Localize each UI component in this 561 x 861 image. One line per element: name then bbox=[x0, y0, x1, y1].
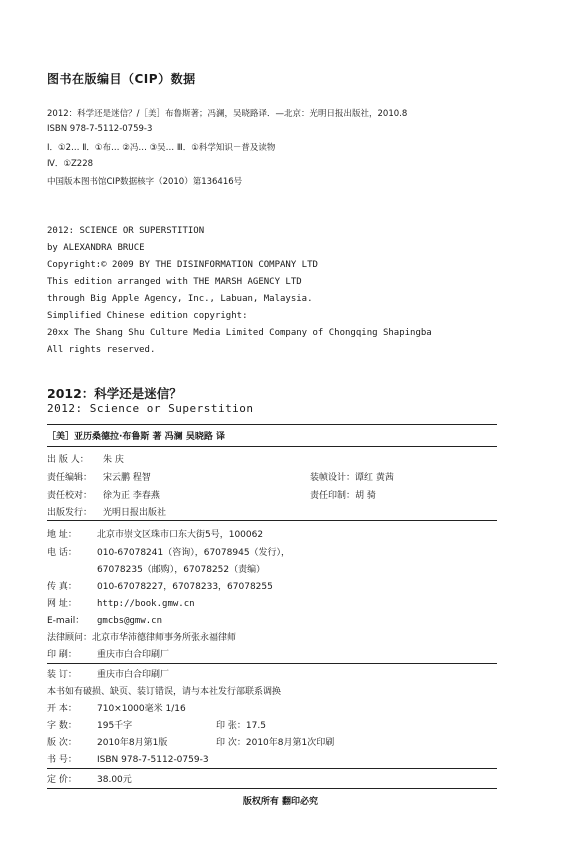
copyright-line: 2012: SCIENCE OR SUPERSTITION bbox=[47, 226, 205, 236]
legal-value: 北京市华沛德律师事务所张永福律师 bbox=[92, 633, 237, 643]
editor-value: 宋云鹏 程智 bbox=[103, 473, 151, 483]
design-row bbox=[310, 470, 394, 483]
words-label: 字 数： bbox=[47, 721, 77, 731]
email-value: gmcbs@gmw.cn bbox=[97, 616, 163, 626]
proof-row bbox=[47, 488, 160, 501]
editor-label: 责任编辑： bbox=[47, 473, 93, 483]
fax-label: 传 真： bbox=[47, 582, 77, 592]
web-value: http://book.gmw.cn bbox=[97, 599, 195, 609]
copyright-line: This edition arranged with THE MARSH AGENCY LTD bbox=[47, 277, 302, 287]
fax-row bbox=[47, 579, 273, 592]
web-row bbox=[47, 596, 195, 609]
binding-row bbox=[47, 667, 169, 680]
email-label: E-mail： bbox=[47, 616, 85, 626]
print-resp-label: 责任印制： bbox=[310, 491, 356, 501]
isbn-row bbox=[47, 752, 209, 765]
copyright-line: Simplified Chinese edition copyright: bbox=[47, 311, 248, 321]
phone-label: 电 话： bbox=[47, 548, 77, 558]
divider bbox=[47, 768, 497, 769]
proof-value: 徐为正 李春燕 bbox=[103, 491, 160, 501]
print-label: 印 刷： bbox=[47, 650, 77, 660]
price-value: 38.00元 bbox=[97, 775, 132, 785]
cip-line: 中国版本图书馆CIP数据核字（2010）第136416号 bbox=[47, 177, 243, 187]
print-value: 重庆市白合印刷厂 bbox=[97, 650, 170, 660]
sheets-value: 17.5 bbox=[245, 721, 266, 731]
print-resp-row bbox=[310, 488, 376, 501]
binding-value: 重庆市白合印刷厂 bbox=[97, 670, 170, 680]
notice-row: 本书如有破损、缺页、装订错误，请与本社发行部联系调换 bbox=[47, 687, 282, 697]
divider bbox=[47, 663, 497, 664]
format-value: 710×1000毫米 1/16 bbox=[97, 704, 186, 714]
printing-label: 印 次： bbox=[216, 738, 246, 748]
divider bbox=[47, 424, 497, 425]
authors: ［美］亚历桑德拉·布鲁斯 著 冯澜 吴晓路 译 bbox=[47, 432, 225, 442]
words-row bbox=[47, 718, 132, 731]
edition-row bbox=[47, 735, 167, 748]
sheets-label: 印 张： bbox=[216, 721, 246, 731]
binding-label: 装 订： bbox=[47, 670, 77, 680]
cip-line: 2012：科学还是迷信？/［美］布鲁斯著；冯澜，吴晓路译．—北京：光明日报出版社，2010.8 bbox=[47, 109, 408, 119]
distribution-label: 出版发行： bbox=[47, 508, 93, 518]
distribution-value: 光明日报出版社 bbox=[103, 508, 167, 518]
copyright-line: 20xx The Shang Shu Culture Media Limited Company of Chongqing Shapingba bbox=[47, 328, 432, 338]
cip-line: ISBN 978-7-5112-0759-3 bbox=[47, 124, 153, 134]
phone-value-2: 67078235（邮购），67078252（责编） bbox=[97, 565, 266, 575]
book-title-cn: 2012：科学还是迷信？ bbox=[47, 386, 182, 401]
printing-row bbox=[216, 735, 334, 748]
publisher-label: 出 版 人： bbox=[47, 455, 89, 465]
publisher-row bbox=[47, 452, 124, 465]
sheets-row bbox=[216, 718, 266, 731]
divider bbox=[47, 520, 497, 521]
copyright-line: Copyright:© 2009 BY THE DISINFORMATION COMPANY LTD bbox=[47, 260, 318, 270]
copyright-line: All rights reserved. bbox=[47, 345, 156, 355]
design-label: 装帧设计： bbox=[310, 473, 356, 483]
price-label: 定 价： bbox=[47, 775, 77, 785]
email-row bbox=[47, 613, 162, 626]
copyright-line: by ALEXANDRA BRUCE bbox=[47, 243, 145, 253]
fax-value: 010-67078227，67078233，67078255 bbox=[97, 582, 273, 592]
divider bbox=[47, 788, 497, 789]
address-row bbox=[47, 527, 263, 540]
printing-value: 2010年8月第1次印刷 bbox=[245, 738, 335, 748]
copyright-notice: 版权所有 翻印必究 bbox=[242, 797, 319, 807]
editor-row bbox=[47, 470, 151, 483]
format-label: 开 本： bbox=[47, 704, 77, 714]
edition-label: 版 次： bbox=[47, 738, 77, 748]
print-row bbox=[47, 647, 169, 660]
cip-line: Ⅰ．①2… Ⅱ．①布… ②冯… ③吴… Ⅲ．①科学知识－普及读物 bbox=[47, 143, 276, 153]
phone-row-2 bbox=[47, 562, 265, 575]
cip-line: Ⅳ．①Z228 bbox=[47, 159, 94, 169]
isbn-label: 书 号： bbox=[47, 755, 77, 765]
design-value: 谭红 黄茜 bbox=[355, 473, 394, 483]
print-resp-value: 胡 骑 bbox=[355, 491, 376, 501]
book-title-en: 2012: Science or Superstition bbox=[47, 402, 254, 415]
phone-value: 010-67078241（咨询），67078945（发行）， bbox=[97, 548, 291, 558]
words-value: 195千字 bbox=[97, 721, 133, 731]
isbn-value: ISBN 978-7-5112-0759-3 bbox=[97, 755, 209, 765]
proof-label: 责任校对： bbox=[47, 491, 93, 501]
cip-heading: 图书在版编目（CIP）数据 bbox=[47, 72, 196, 86]
address-value: 北京市崇文区珠市口东大街5号，100062 bbox=[97, 530, 264, 540]
phone-row bbox=[47, 545, 290, 558]
web-label: 网 址： bbox=[47, 599, 77, 609]
publisher-value: 朱 庆 bbox=[103, 455, 124, 465]
price-row bbox=[47, 772, 132, 785]
address-label: 地 址： bbox=[47, 530, 77, 540]
divider bbox=[47, 446, 497, 447]
format-row bbox=[47, 701, 186, 714]
legal-row bbox=[47, 630, 236, 643]
distribution-row bbox=[47, 505, 166, 518]
copyright-line: through Big Apple Agency, Inc., Labuan, Malaysia. bbox=[47, 294, 313, 304]
edition-value: 2010年8月第1版 bbox=[97, 738, 168, 748]
legal-label: 法律顾问： bbox=[47, 633, 93, 643]
